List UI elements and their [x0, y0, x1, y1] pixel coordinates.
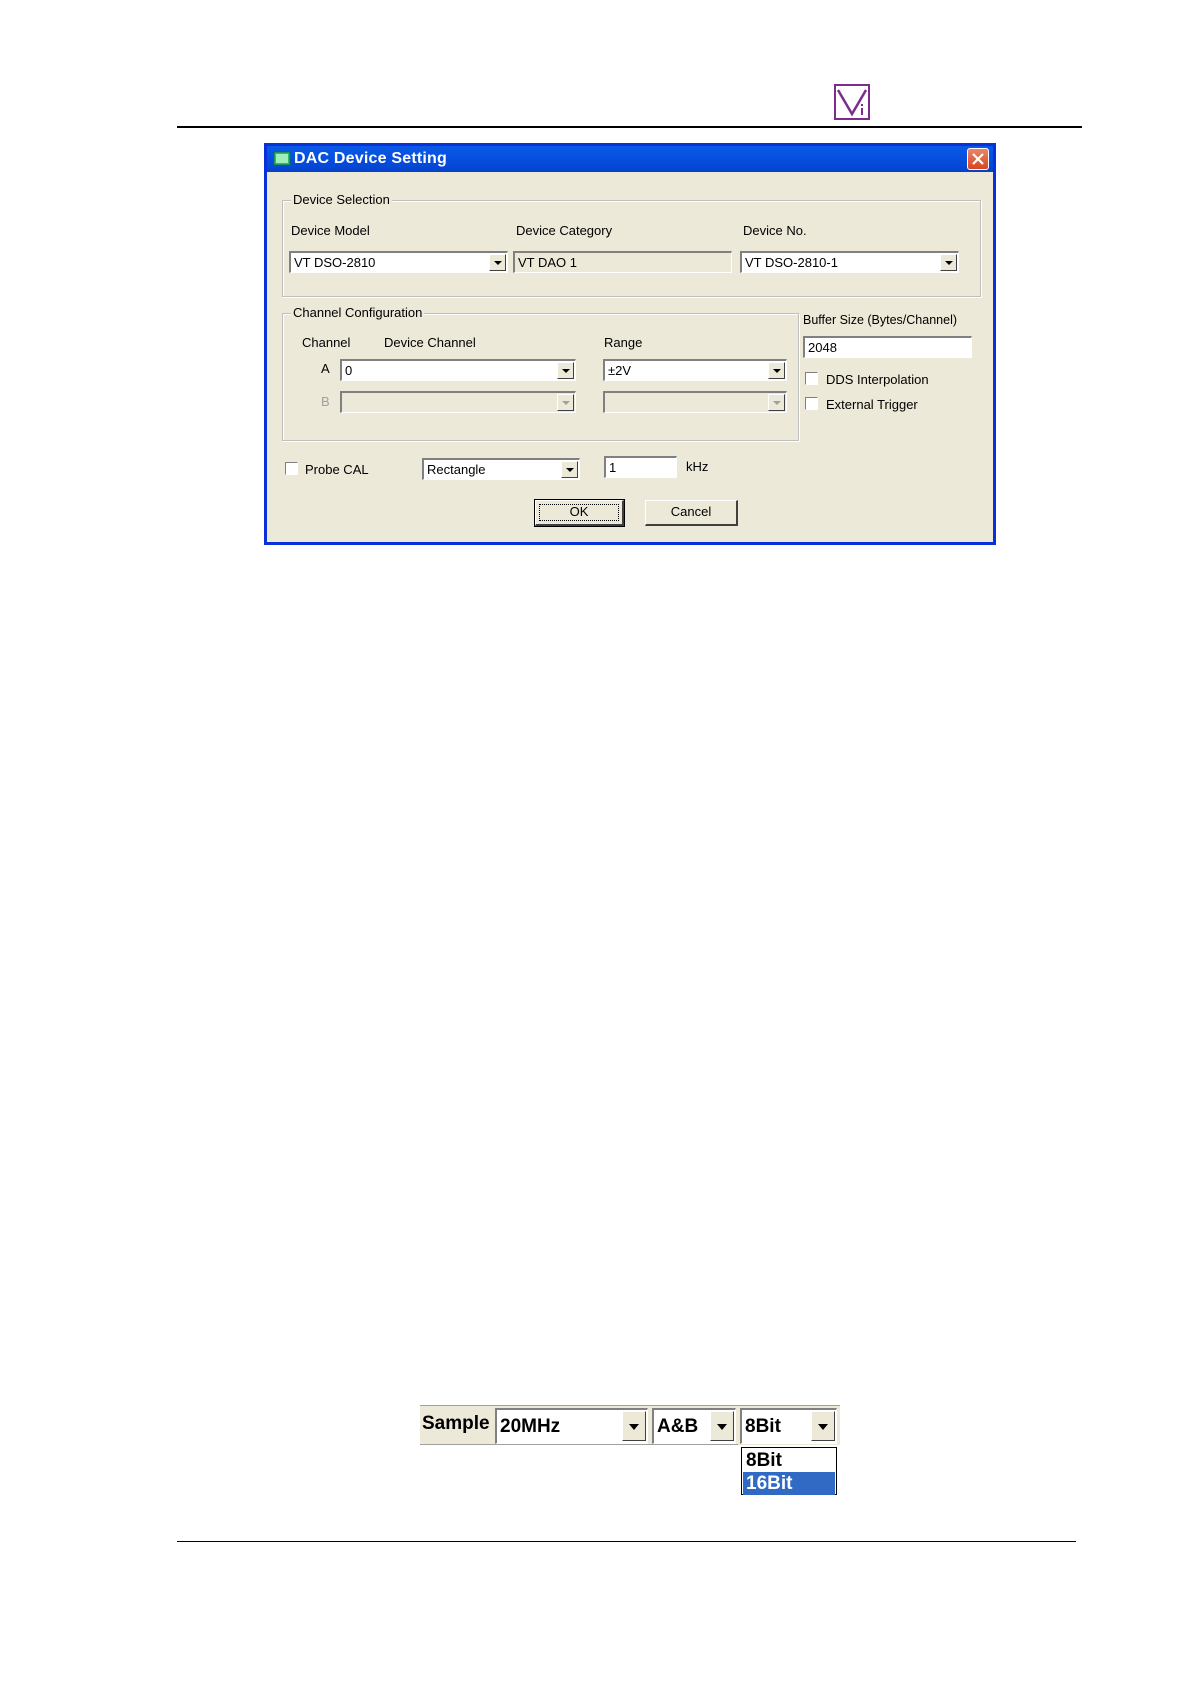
channel-a-label: A	[321, 361, 330, 376]
device-category-label: Device Category	[516, 223, 613, 238]
dds-interpolation-checkbox[interactable]	[805, 372, 818, 385]
channels-value: A&B	[657, 1416, 699, 1437]
cancel-button-label: Cancel	[670, 504, 712, 519]
range-column-header: Range	[604, 335, 643, 350]
company-logo	[834, 84, 870, 120]
device-model-label: Device Model	[291, 223, 370, 238]
channel-a-range-value: ±2V	[608, 363, 632, 378]
device-model-value: VT DSO-2810	[294, 255, 376, 270]
chevron-down-icon	[717, 1424, 727, 1430]
channel-b-range-dropdown-button	[768, 394, 785, 411]
probe-cal-checkbox[interactable]	[285, 462, 298, 475]
device-no-dropdown-button[interactable]	[940, 254, 957, 271]
chevron-down-icon	[562, 369, 570, 373]
chevron-down-icon	[566, 468, 574, 472]
device-selection-legend: Device Selection	[293, 192, 390, 207]
device-model-dropdown-button[interactable]	[489, 254, 506, 271]
buffer-size-label: Buffer Size (Bytes/Channel)	[803, 313, 958, 327]
header-rule	[177, 126, 1082, 128]
frequency-input[interactable]	[604, 456, 677, 478]
footer-rule	[177, 1541, 1076, 1542]
chevron-down-icon	[494, 261, 502, 265]
device-category-value: VT DAO 1	[518, 255, 578, 270]
sample-rate-value: 20MHz	[500, 1416, 561, 1437]
channels-dropdown-button[interactable]	[710, 1411, 734, 1441]
channel-a-range-select[interactable]	[603, 359, 787, 381]
channel-configuration-group	[282, 305, 799, 441]
bits-value: 8Bit	[745, 1416, 781, 1437]
sample-rate-dropdown-button[interactable]	[622, 1411, 646, 1441]
waveform-dropdown-button[interactable]	[561, 461, 578, 478]
sample-rate-select[interactable]	[495, 1408, 648, 1444]
sample-label: Sample	[422, 1413, 490, 1434]
close-button[interactable]	[967, 148, 989, 170]
ok-focus-ring	[539, 504, 619, 521]
channels-select[interactable]	[652, 1408, 736, 1444]
bits-dropdown-button[interactable]	[811, 1411, 835, 1441]
chevron-down-icon	[818, 1424, 828, 1430]
toolbar-top-separator	[420, 1405, 840, 1406]
chevron-down-icon	[945, 261, 953, 265]
chevron-down-icon	[773, 401, 781, 405]
bits-dropdown-list	[741, 1447, 837, 1495]
chevron-down-icon	[629, 1424, 639, 1430]
device-no-label: Device No.	[743, 223, 807, 238]
toolbar-bottom-separator	[420, 1444, 738, 1445]
dds-interpolation-label: DDS Interpolation	[826, 372, 929, 387]
external-trigger-checkbox[interactable]	[805, 397, 818, 410]
waveform-select[interactable]	[422, 458, 580, 480]
channel-column-header: Channel	[302, 335, 351, 350]
bits-select[interactable]	[740, 1408, 837, 1444]
dialog-title: DAC Device Setting	[294, 150, 447, 167]
buffer-size-value: 2048	[808, 340, 837, 355]
device-selection-group	[282, 192, 981, 297]
external-trigger-label: External Trigger	[826, 397, 918, 412]
channel-configuration-legend: Channel Configuration	[293, 305, 423, 320]
channel-b-range-select	[603, 391, 787, 413]
bits-option-16bit[interactable]: 16Bit	[743, 1472, 835, 1495]
ok-button[interactable]	[535, 500, 624, 526]
channel-a-device-channel-dropdown-button[interactable]	[557, 362, 574, 379]
acquisition-toolbar	[420, 1405, 840, 1445]
chevron-down-icon	[773, 369, 781, 373]
channel-a-device-channel-select[interactable]	[340, 359, 576, 381]
cancel-button[interactable]	[645, 500, 738, 526]
channel-b-device-channel-dropdown-button	[557, 394, 574, 411]
close-icon	[972, 153, 984, 165]
app-window-icon	[273, 151, 291, 166]
device-no-select[interactable]	[740, 251, 959, 273]
frequency-value: 1	[609, 460, 617, 475]
title-bar[interactable]	[267, 146, 993, 172]
channel-a-device-channel-value: 0	[345, 363, 353, 378]
probe-cal-label: Probe CAL	[305, 462, 369, 477]
channel-b-device-channel-select	[340, 391, 576, 413]
waveform-value: Rectangle	[427, 462, 486, 477]
frequency-unit-label: kHz	[686, 459, 709, 474]
dac-device-setting-dialog	[264, 143, 996, 545]
device-no-value: VT DSO-2810-1	[745, 255, 838, 270]
device-model-select[interactable]	[289, 251, 508, 273]
chevron-down-icon	[562, 401, 570, 405]
ok-button-label: OK	[569, 504, 589, 519]
channel-a-range-dropdown-button[interactable]	[768, 362, 785, 379]
buffer-size-input[interactable]	[803, 336, 972, 358]
channel-b-label: B	[321, 394, 330, 409]
device-channel-column-header: Device Channel	[384, 335, 476, 350]
device-category-field	[513, 251, 732, 273]
bits-option-8bit[interactable]: 8Bit	[746, 1450, 782, 1471]
